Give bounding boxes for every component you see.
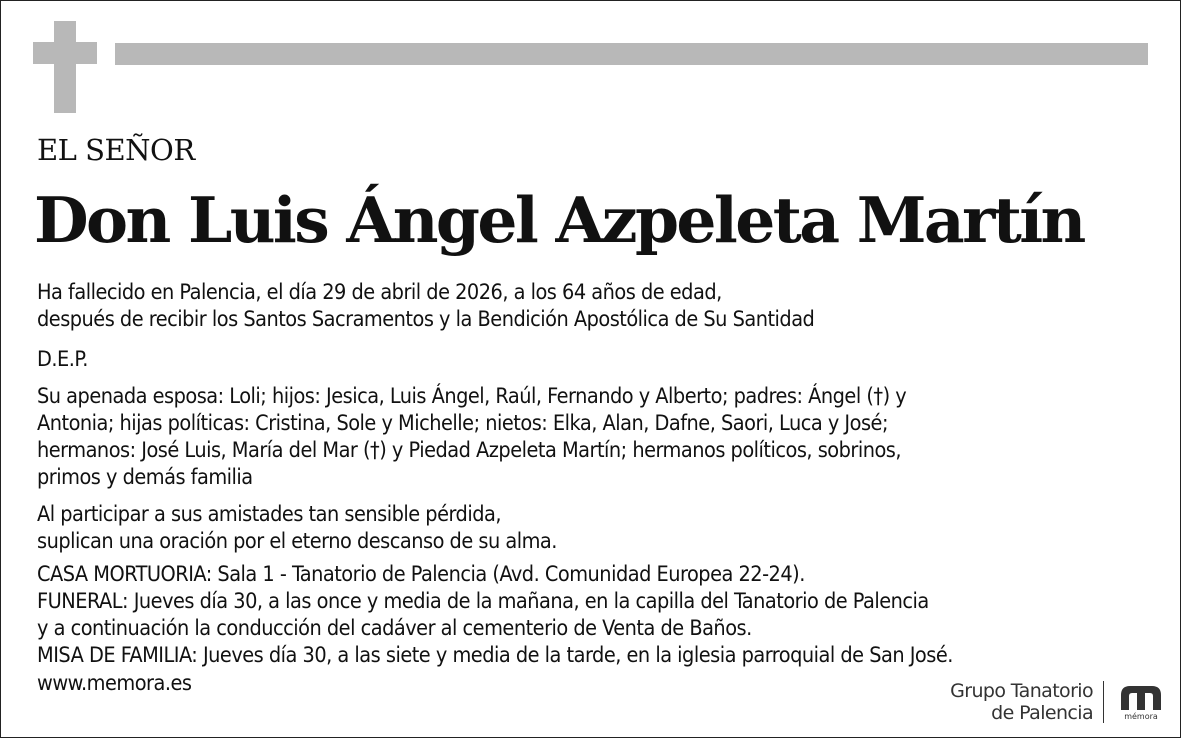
brand-name — [950, 680, 1103, 724]
family-line-1: Su apenada esposa: Loli; hijos: Jesica, Luis Ángel, Raúl, Fernando y Alberto; padres: Ángel (†) y — [37, 384, 907, 409]
website-link[interactable]: www.memora.es — [37, 671, 192, 696]
memora-logo-mark — [1118, 683, 1164, 711]
rest-in-peace: D.E.P. — [37, 347, 88, 372]
family-line-3: hermanos: José Luis, María del Mar (†) y Piedad Azpeleta Martín; hermanos políticos, sobrinos, — [37, 438, 902, 463]
funeral-home-brand — [950, 679, 1166, 725]
prayer-line-1: Al participar a sus amistades tan sensible pérdida, — [37, 502, 501, 527]
cross-horizontal-bar — [33, 42, 97, 64]
family-line-4: primos y demás familia — [37, 465, 253, 490]
family-list — [37, 383, 1147, 491]
prayer-request — [37, 501, 1147, 555]
memora-logo-icon — [1116, 683, 1166, 721]
title-prefix: EL SEÑOR — [37, 133, 195, 167]
ceremony-line-3: y a continuación la conducción del cadáver al cementerio de Venta de Baños. — [37, 616, 752, 641]
death-line-2: después de recibir los Santos Sacramentos y la Bendición Apostólica de Su Santidad — [37, 307, 815, 332]
header-decorative-bar — [115, 43, 1148, 65]
cross-vertical-bar — [54, 21, 76, 113]
family-line-2: Antonia; hijas políticas: Cristina, Sole y Michelle; nietos: Elka, Alan, Dafne, Saori, Luca y José; — [37, 411, 888, 436]
latin-cross-icon — [33, 21, 97, 113]
ceremony-details — [37, 561, 1147, 669]
brand-line-2: de Palencia — [991, 702, 1093, 724]
brand-divider — [1103, 681, 1104, 723]
deceased-name: Don Luis Ángel Azpeleta Martín — [34, 183, 1084, 257]
memora-logo-text: mémora — [1124, 712, 1158, 721]
prayer-line-2: suplican una oración por el eterno descanso de su alma. — [37, 529, 557, 554]
ceremony-line-1: CASA MORTUORIA: Sala 1 - Tanatorio de Palencia (Avd. Comunidad Europea 22-24). — [37, 562, 805, 587]
brand-line-1: Grupo Tanatorio — [950, 680, 1093, 702]
death-announcement — [37, 279, 1147, 333]
death-line-1: Ha fallecido en Palencia, el día 29 de abril de 2026, a los 64 años de edad, — [37, 280, 722, 305]
ceremony-line-4: MISA DE FAMILIA: Jueves día 30, a las siete y media de la tarde, en la iglesia parroquial de San José. — [37, 643, 953, 668]
ceremony-line-2: FUNERAL: Jueves día 30, a las once y media de la mañana, en la capilla del Tanatorio de Palencia — [37, 589, 929, 614]
